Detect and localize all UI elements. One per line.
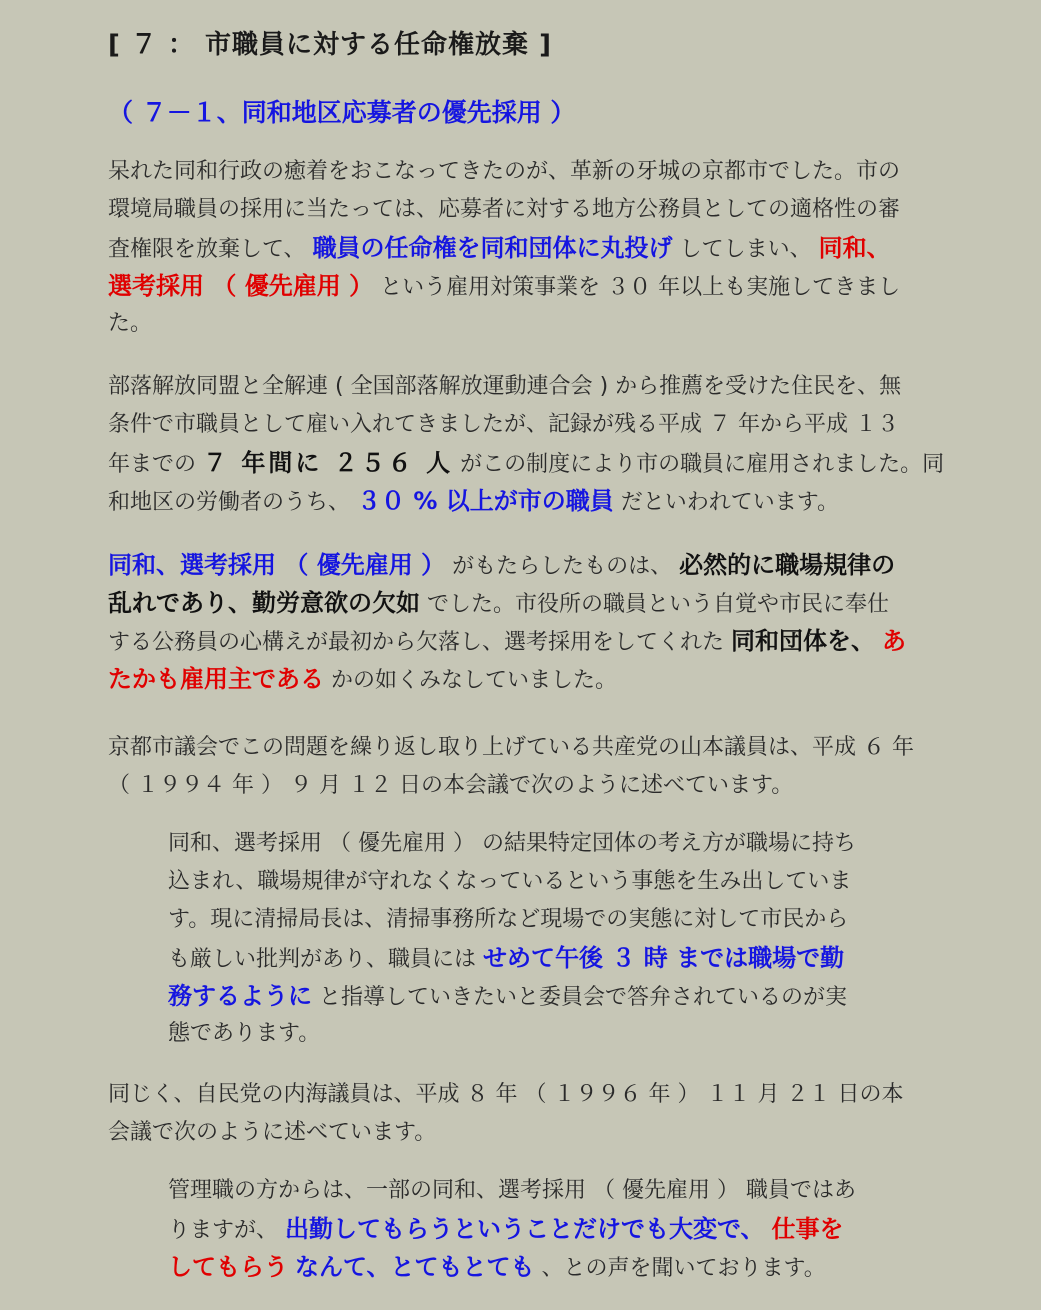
text-run: りますが、 bbox=[168, 1218, 279, 1243]
text-line: 部落解放同盟と全解連 ( 全国部落解放運動連合会 ) から推薦を受けた住民を、無 bbox=[108, 374, 902, 399]
blockquote-2 bbox=[168, 1172, 928, 1286]
emphasis-bold: 同和団体を、 bbox=[731, 627, 876, 655]
text-run: 年までの bbox=[108, 452, 197, 477]
text-line bbox=[108, 482, 998, 520]
emphasis-bold: ７ 年間に ２５６ 人 bbox=[203, 449, 454, 477]
text-run: がもたらしたものは、 bbox=[452, 554, 673, 579]
emphasis-red: たかも雇用主である bbox=[108, 665, 324, 693]
text-line: 込まれ、職場規律が守れなくなっているという事態を生み出していま bbox=[168, 869, 852, 894]
text-line: 態であります。 bbox=[168, 1021, 321, 1046]
text-line bbox=[168, 1210, 928, 1248]
text-run: という雇用対策事業を ３０ 年以上も実施してきまし bbox=[380, 275, 901, 300]
text-line bbox=[108, 622, 998, 660]
text-run: 、との声を聞いております。 bbox=[541, 1256, 826, 1281]
text-line bbox=[108, 229, 998, 267]
text-line bbox=[108, 660, 998, 698]
text-run: がこの制度により市の職員に雇用されました。同 bbox=[460, 452, 945, 477]
section-heading: [ ７ ： 市職員に対する任命権放棄 ] bbox=[108, 30, 552, 60]
emphasis-red: 選考採用 （ 優先雇用 ） bbox=[108, 272, 374, 300]
blockquote-1 bbox=[168, 825, 928, 1053]
paragraph-1 bbox=[108, 153, 998, 343]
emphasis-blue: ３０ % 以上が市の職員 bbox=[357, 487, 614, 515]
text-run: 査権限を放棄して、 bbox=[108, 237, 306, 262]
subsection-heading: （ ７－１、同和地区応募者の優先採用 ） bbox=[108, 98, 576, 127]
emphasis-blue: 職員の任命権を同和団体に丸投げ bbox=[312, 234, 673, 262]
text-line: 条件で市職員として雇い入れてきましたが、記録が残る平成 ７ 年から平成 １３ bbox=[108, 412, 899, 437]
emphasis-bold: 必然的に職場規律の bbox=[679, 551, 896, 579]
text-run: かの如くみなしていました。 bbox=[331, 668, 618, 693]
emphasis-red: してもらう bbox=[168, 1253, 288, 1281]
text-line: 会議で次のように述べています。 bbox=[108, 1120, 437, 1145]
text-line: 同じく、自民党の内海議員は、平成 ８ 年 （ １９９６ 年 ） １１ 月 ２１ 日の本 bbox=[108, 1082, 904, 1107]
text-line: 京都市議会でこの問題を繰り返し取り上げている共産党の山本議員は、平成 ６ 年 bbox=[108, 735, 914, 760]
text-run: でした。市役所の職員という自覚や市民に奉仕 bbox=[427, 592, 890, 617]
text-run: だといわれています。 bbox=[620, 490, 840, 515]
emphasis-bold: 乱れであり、勤労意欲の欠如 bbox=[108, 589, 420, 617]
text-line: 呆れた同和行政の癒着をおこなってきたのが、革新の牙城の京都市でした。市の bbox=[108, 159, 901, 184]
text-line bbox=[108, 444, 998, 482]
text-line: 環境局職員の採用に当たっては、応募者に対する地方公務員としての適格性の審 bbox=[108, 197, 901, 222]
text-run: してしまい、 bbox=[679, 237, 812, 262]
emphasis-blue: 務するように bbox=[168, 982, 312, 1010]
paragraph-3 bbox=[108, 546, 998, 698]
paragraph-2 bbox=[108, 368, 998, 520]
text-run: と指導していきたいと委員会で答弁されているのが実 bbox=[319, 985, 848, 1010]
text-line bbox=[168, 939, 928, 977]
emphasis-blue: なんて、とてもとても bbox=[295, 1253, 535, 1281]
emphasis-blue: 同和、選考採用 （ 優先雇用 ） bbox=[108, 551, 446, 579]
text-line bbox=[108, 584, 998, 622]
text-line: た。 bbox=[108, 311, 153, 336]
text-line bbox=[168, 977, 928, 1015]
text-line: 同和、選考採用 （ 優先雇用 ） の結果特定団体の考え方が職場に持ち bbox=[168, 831, 856, 856]
emphasis-blue: 出勤してもらうということだけでも大変で、 bbox=[285, 1215, 765, 1243]
emphasis-red: 仕事を bbox=[771, 1215, 844, 1243]
text-line bbox=[108, 267, 998, 305]
emphasis-blue: せめて午後 ３ 時 までは職場で勤 bbox=[483, 944, 845, 972]
text-line bbox=[168, 1248, 928, 1286]
text-run: 和地区の労働者のうち、 bbox=[108, 490, 351, 515]
text-line: （ １９９４ 年 ） ９ 月 １２ 日の本会議で次のように述べています。 bbox=[108, 773, 794, 798]
text-line: 管理職の方からは、一部の同和、選考採用 （ 優先雇用 ） 職員ではあ bbox=[168, 1178, 856, 1203]
text-line: す。現に清掃局長は、清掃事務所など現場での実態に対して市民から bbox=[168, 907, 849, 932]
emphasis-red: 同和、 bbox=[818, 234, 891, 262]
text-line bbox=[108, 546, 998, 584]
emphasis-red: あ bbox=[882, 627, 907, 655]
paragraph-5 bbox=[108, 1076, 998, 1152]
paragraph-4 bbox=[108, 729, 998, 805]
text-run: する公務員の心構えが最初から欠落し、選考採用をしてくれた bbox=[108, 630, 725, 655]
text-run: も厳しい批判があり、職員には bbox=[168, 947, 477, 972]
